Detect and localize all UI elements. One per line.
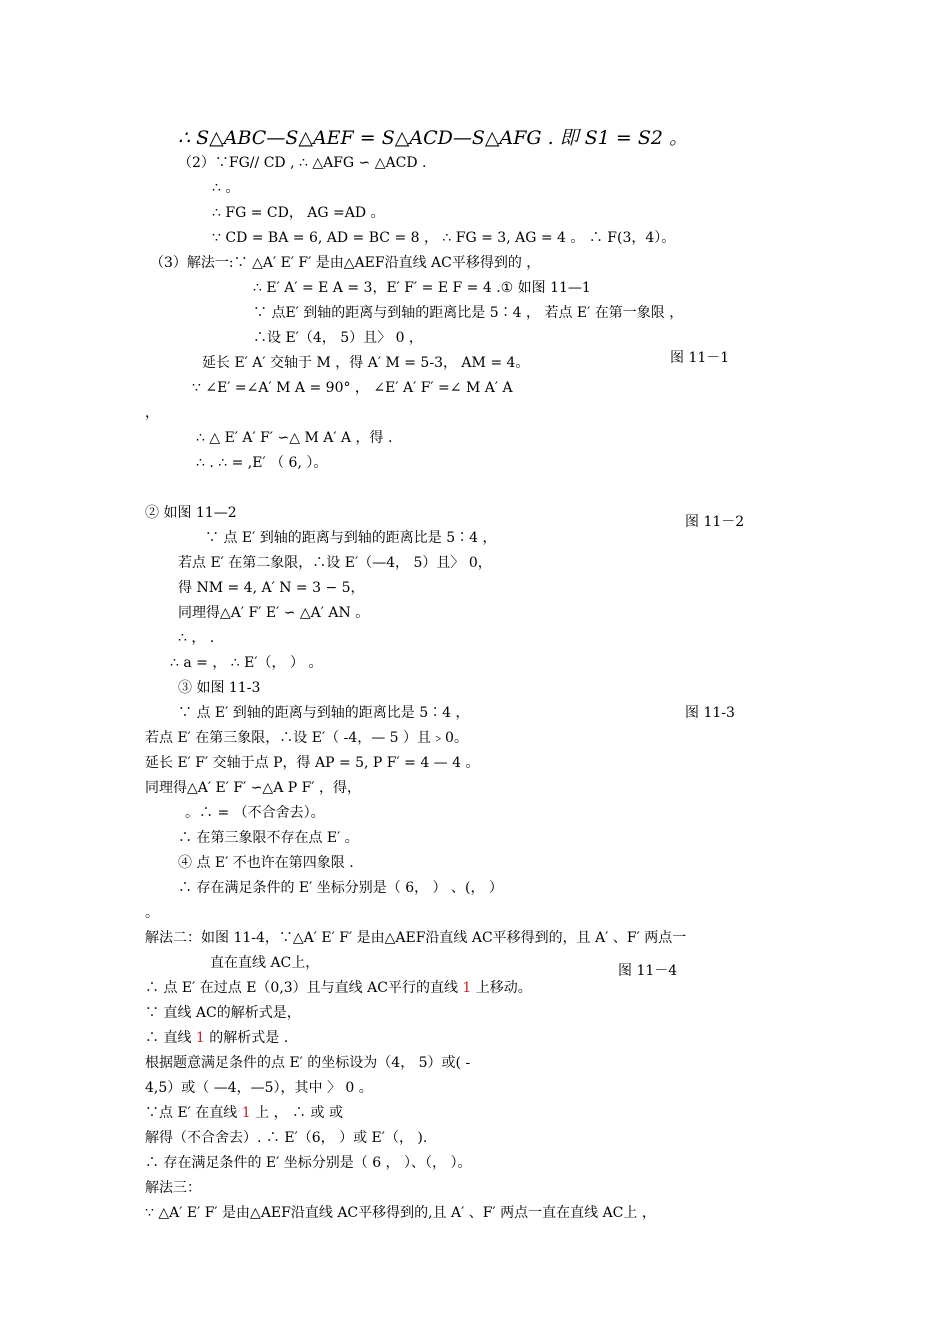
text-line: 若点 E′ 在第二象限，∴设 E′（—4， 5）且〉 0， xyxy=(178,555,492,571)
text-line: ∴ S△ABC—S△AEF = S△ACD—S△AFG . 即 S1 = S2 。 xyxy=(178,127,688,149)
text-line: ④ 点 E′ 不也许在第四象限 . xyxy=(178,855,354,871)
text-line: 4,5）或（ —4，—5），其中 〉 0 。 xyxy=(145,1080,373,1096)
figure-label: 图 11-3 xyxy=(685,705,735,721)
text-line: 同理得△A′ E′ F′ ∽△A P F′ ，得， xyxy=(145,780,361,796)
text-line: 延长 E′ A′ 交轴于 M ，得 A′ M = 5-3， AM = 4。 xyxy=(202,355,530,371)
line-name-l: 1 xyxy=(462,980,472,996)
text-line: ∴ 。 xyxy=(212,180,240,196)
text-line: ∴ 存在满足条件的 E′ 坐标分别是（ 6 ， ）、（， ）。 xyxy=(145,1155,472,1171)
text-line: ∴ 在第三象限不存在点 E′ 。 xyxy=(178,830,359,846)
text-line: ∴ a = ， ∴ E′（， ） 。 xyxy=(170,655,323,671)
text-line: ∴ ， . xyxy=(178,630,215,646)
line-name-l: 1 xyxy=(241,1105,251,1121)
text-line: 若点 E′ 在第三象限，∴设 E′（ -4，— 5 ）且﹥0。 xyxy=(145,730,468,746)
figure-label: 图 11－2 xyxy=(685,514,745,530)
text-line: ∵ ∠E′ =∠A′ M A = 90° ， ∠E′ A′ F′ =∠ M A′ A xyxy=(192,380,513,396)
text-line: ② 如图 11—2 xyxy=(145,505,237,521)
text-line: 解法三： xyxy=(145,1180,201,1196)
text-line: ∵ 点 E′ 到轴的距离与到轴的距离比是 5∶4 ， xyxy=(205,530,497,546)
text-line: ∴ FG = CD， AG =AD 。 xyxy=(212,205,385,221)
text-line: 延长 E′ F′ 交轴于点 P，得 AP = 5, P F′ = 4 — 4 。 xyxy=(145,755,480,771)
text-line: 解得（不合舍去）. ∴ E′（6， ）或 E′（， ). xyxy=(145,1130,428,1146)
text-line: 。 xyxy=(145,905,159,921)
text-line: ∴ 直线 1 的解析式是 . xyxy=(145,1030,289,1046)
text-line: ∴ 存在满足条件的 E′ 坐标分别是（ 6， ） 、(， ） xyxy=(178,880,503,896)
text-line: ∵点 E′ 在直线 1 上 ， ∴ 或 或 xyxy=(145,1105,343,1121)
figure-label: 图 11－1 xyxy=(670,350,730,366)
text-line: ③ 如图 11-3 xyxy=(178,680,261,696)
text-line: 同理得△A′ F′ E′ ∽ △A′ AN 。 xyxy=(178,605,370,621)
line-name-l: 1 xyxy=(195,1030,205,1046)
text-line: 直在直线 AC上， xyxy=(210,955,320,971)
text-line: 得 NM = 4, A′ N = 3 − 5， xyxy=(178,580,365,596)
text-line: （3）解法一:∵ △A′ E′ F′ 是由△AEF沿直线 AC平移得到的 ， xyxy=(150,255,541,271)
text-line: ∵ 点E′ 到轴的距离与到轴的距离比是 5∶4 ， 若点 E′ 在第一象限 ， xyxy=(253,305,684,321)
text-line: （2）∵FG// CD , ∴ △AFG ∽ △ACD . xyxy=(178,155,427,171)
text-line: ∴ . ∴ = ,E′ （ 6, ）。 xyxy=(196,455,328,471)
text-line: ， xyxy=(145,405,159,421)
text-line: 解法二：如图 11-4，∵△A′ E′ F′ 是由△AEF沿直线 AC平移得到的，且 A′ 、F′ 两点一 xyxy=(145,930,687,946)
figure-label: 图 11－4 xyxy=(618,963,678,979)
text-line: ∵ △A′ E′ F′ 是由△AEF沿直线 AC平移得到的,且 A′ 、F′ 两点一直在直线 AC上 ， xyxy=(145,1205,656,1221)
text-line: 根据题意满足条件的点 E′ 的坐标设为（4， 5）或( - xyxy=(145,1055,471,1071)
text-line: ∴ △ E′ A′ F′ ∽△ M A′ A ，得 . xyxy=(196,430,393,446)
text-line: ∵ 直线 AC的解析式是， xyxy=(145,1005,301,1021)
text-line: ∴设 E′（4， 5）且〉 0 ， xyxy=(253,330,423,346)
text-line: ∵ 点 E′ 到轴的距离与到轴的距离比是 5∶4 ， xyxy=(178,705,470,721)
text-line: 。∴ = （不合舍去）。 xyxy=(185,805,325,821)
text-line: ∴ E′ A′ = E A = 3，E′ F′ = E F = 4 .① 如图 11—1 xyxy=(253,280,591,296)
text-line: ∵ CD = BA = 6, AD = BC = 8 ， ∴ FG = 3, AG = 4 。 ∴ F(3，4）。 xyxy=(212,230,676,246)
text-line: ∴ 点 E′ 在过点 E（0,3）且与直线 AC平行的直线 1 上移动。 xyxy=(145,980,532,996)
